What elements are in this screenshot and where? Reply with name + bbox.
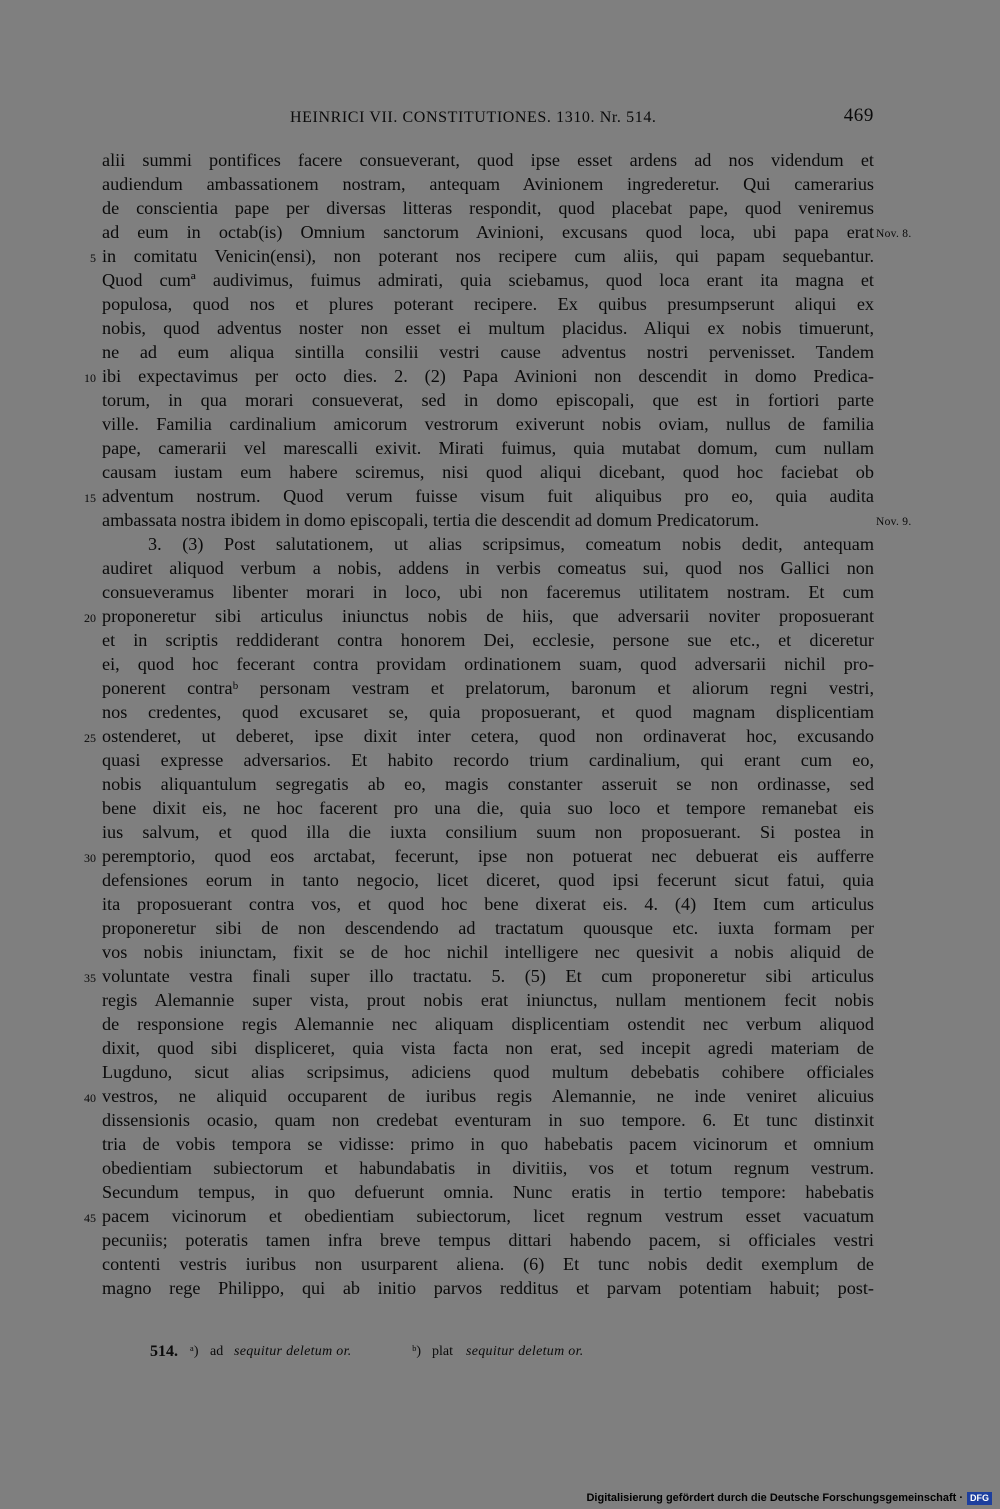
text-line: quasi expresse adversarios. Et habito recordo trium cardinalium, qui erant cum eo, xyxy=(102,750,874,770)
text-line: alii summi pontifices facere consueverant, quod ipse esset ardens ad nos videndum et xyxy=(102,150,874,170)
footnotes xyxy=(150,1340,750,1364)
text-line: torum, in qua morari consueverat, sed in domo episcopali, que est in fortiori parte xyxy=(102,390,874,410)
text-line: de conscientia pape per diversas litteras respondit, quod placebat pape, quod veniremus xyxy=(102,198,874,218)
text-line: in comitatu Venicin(ensi), non poterant nos recipere cum aliis, qui papam sequebantur. xyxy=(102,246,874,266)
text-line: dissensionis ocasio, quam non credebat eventuram in suo tempore. 6. Et tunc distinxit xyxy=(102,1110,874,1130)
line-number: 35 xyxy=(84,971,96,985)
text-line: pecuniis; poteratis tamen infra breve tempus dittari habendo pacem, si officiales vestri xyxy=(102,1230,874,1250)
text-line: magno rege Philippo, qui ab initio parvos redditus et parvam potentiam habuit; post- xyxy=(102,1278,874,1298)
footnote-b-comment: sequitur deletum or. xyxy=(466,1344,584,1359)
text-line: peremptorio, quod eos arctabat, fecerunt, ipse non potuerat nec debuerat eis aufferre xyxy=(102,846,874,866)
page-number: 469 xyxy=(843,105,874,126)
footnote-a-comment: sequitur deletum or. xyxy=(234,1344,352,1359)
text-line: 3. (3) Post salutationem, ut alias scripsimus, comeatum nobis dedit, antequam xyxy=(148,534,874,554)
line-number: 20 xyxy=(84,611,96,625)
text-line: causam iustam eum habere sciremus, nisi quod aliqui dicebant, quod hoc faciebat ob xyxy=(102,462,874,482)
line-number: 40 xyxy=(84,1091,96,1105)
text-line: dixit, quod sibi displiceret, quia vista facta non erat, sed incepit agredi materiam de xyxy=(102,1038,874,1058)
dfg-logo: DFG xyxy=(967,1492,992,1505)
margin-date-note: Nov. 9. xyxy=(876,516,912,528)
text-line: et in scriptis reddiderant contra honorem Dei, ecclesie, persone sue etc., et diceretur xyxy=(102,630,874,650)
text-line: tria de vobis tempora se vidisse: primo in quo habebatis pacem vicinorum et omnium xyxy=(102,1134,874,1154)
text-line: nobis aliquantulum segregatis ab eo, magis constanter asseruit se non ordinasse, sed xyxy=(102,774,874,794)
text-line: nos credentes, quod excusaret se, quia proposuerant, et quod magnam displicentiam xyxy=(102,702,874,722)
text-line: ita proposuerant contra vos, et quod hoc bene dixerat eis. 4. (4) Item cum articulus xyxy=(102,894,874,914)
text-line: ambassata nostra ibidem in domo episcopali, tertia die descendit ad domum Predicatorum. xyxy=(102,510,760,530)
text-line: audiendum ambassationem nostram, antequam Avinionem ingrederetur. Qui camerarius xyxy=(102,174,874,194)
text-line: consueveramus libenter morari in loco, ubi non faceremus utilitatem nostram. Et cum xyxy=(102,582,874,602)
text-line: ville. Familia cardinalium amicorum vestrorum exiverunt nobis oviam, nullus de familia xyxy=(102,414,874,434)
text-line: proponeretur sibi de non descendendo ad tractatum quousque etc. iuxta formam per xyxy=(102,918,874,938)
footnote-a-mark: ᵃ) xyxy=(190,1344,199,1359)
text-line: ostenderet, ut deberet, ipse dixit inter cetera, quod non ordinaverat hoc, excusando xyxy=(102,726,874,746)
running-head xyxy=(100,103,874,131)
text-line: proponeretur sibi articulus iniunctus nobis de hiis, que adversarii noviter proposuerant xyxy=(102,606,874,626)
text-line: obedientiam subiectorum et habundabatis in divitiis, vos et totum regnum vestrum. xyxy=(102,1158,874,1178)
text-line: contenti vestris iuribus non usurparent aliena. (6) Et tunc nobis dedit exemplum de xyxy=(102,1254,874,1274)
digitization-credit xyxy=(586,1490,992,1506)
text-line: ei, quod hoc fecerant contra providam ordinationem suam, quod adversarii nichil pro- xyxy=(102,654,874,674)
footnote-document-number: 514. xyxy=(150,1343,178,1360)
line-number: 25 xyxy=(84,731,96,745)
text-line: de responsione regis Alemannie nec aliquam displicentiam ostendit nec verbum aliquod xyxy=(102,1014,874,1034)
text-line: ad eum in octab(is) Omnium sanctorum Avinioni, excusans quod loca, ubi papa erat xyxy=(102,222,874,242)
footnote-b-text: plat xyxy=(432,1344,453,1359)
text-line: pape, camerarii vel marescalli exivit. Mirati fuimus, quia mutabat domum, cum nullam xyxy=(102,438,874,458)
line-number: 15 xyxy=(84,491,96,505)
text-line: Secundum tempus, in quo defuerunt omnia. Nunc eratis in tertio tempore: habebatis xyxy=(102,1182,874,1202)
text-line: defensiones eorum in tanto negocio, licet diceret, quod ipsi fecerunt sicut fatui, quia xyxy=(102,870,874,890)
running-head-title: HEINRICI VII. CONSTITUTIONES. 1310. Nr. 514. xyxy=(290,109,657,126)
text-line: pacem vicinorum et obedientiam subiectorum, licet regnum vestrum esset vacuatum xyxy=(102,1206,874,1226)
text-line: populosa, quod nos et plures poterant recipere. Ex quibus presumpserunt aliqui ex xyxy=(102,294,874,314)
line-number: 5 xyxy=(90,251,96,265)
text-line: ius salvum, et quod illa die iuxta consilium suum non proposuerant. Si postea in xyxy=(102,822,874,842)
text-line: Lugduno, sicut alias scripsimus, adiciens quod multum debebatis cohibere officiales xyxy=(102,1062,874,1082)
line-number: 10 xyxy=(84,371,96,385)
text-line: ne ad eum aliqua sintilla consilii vestri cause adventus nostri pervenisset. Tandem xyxy=(102,342,874,362)
footnote-b-mark: ᵇ) xyxy=(412,1344,421,1359)
text-line: voluntate vestra finali super illo tractatu. 5. (5) Et cum proponeretur sibi articulus xyxy=(102,966,874,986)
text-line: nobis, quod adventus noster non esset ei multum placidus. Aliqui ex nobis timuerunt, xyxy=(102,318,874,338)
footnote-a-text: ad xyxy=(210,1344,224,1359)
text-line: regis Alemannie super vista, prout nobis erat iniunctus, nullam mentionem fecit nobis xyxy=(102,990,874,1010)
text-line: vestros, ne aliquid occuparent de iuribus regis Alemannie, ne inde veniret alicuius xyxy=(102,1086,874,1106)
credit-text: Digitalisierung gefördert durch die Deutsche Forschungsgemeinschaft · xyxy=(586,1492,963,1504)
text-line: ibi expectavimus per octo dies. 2. (2) Papa Avinioni non descendit in domo Predica- xyxy=(102,366,874,386)
text-line: audiret aliquod verbum a nobis, addens in verbis comeatus sui, quod nos Gallici non xyxy=(102,558,874,578)
line-number: 30 xyxy=(84,851,96,865)
text-line: adventum nostrum. Quod verum fuisse visum fuit aliquibus pro eo, quia audita xyxy=(102,486,874,506)
text-line: vos nobis iniunctam, fixit se de hoc nichil intelligere nec quesivit a nobis aliquid de xyxy=(102,942,874,962)
text-line: ponerent contraᵇ personam vestram et prelatorum, baronum et aliorum regni vestri, xyxy=(102,678,874,698)
line-number: 45 xyxy=(84,1211,96,1225)
text-line: bene dixit eis, ne hoc facerent pro una die, quia suo loco et tempore remanebat eis xyxy=(102,798,874,818)
margin-date-note: Nov. 8. xyxy=(876,228,912,240)
text-line: Quod cumª audivimus, fuimus admirati, quia sciebamus, quod loca erant ita magna et xyxy=(102,270,874,290)
